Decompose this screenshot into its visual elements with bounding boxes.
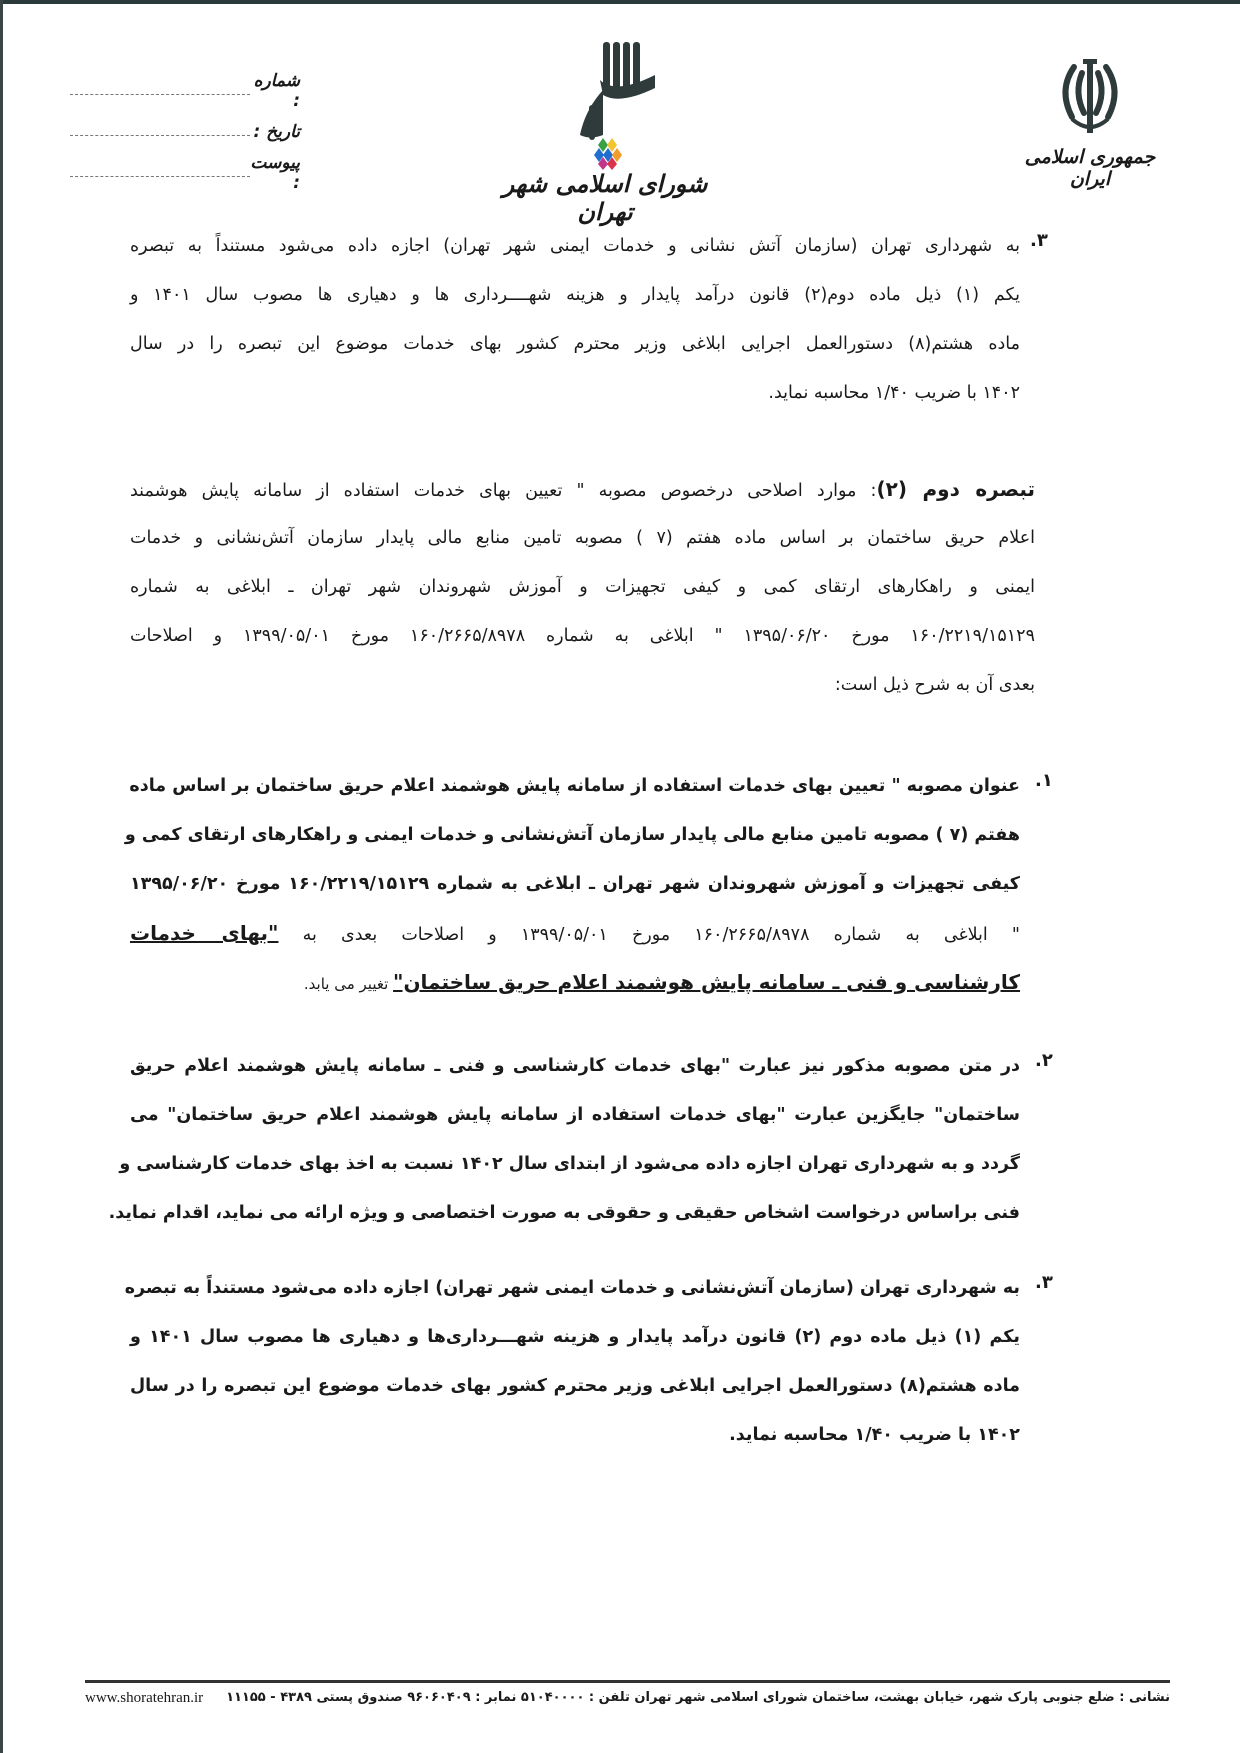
paragraph-line: بعدی آن به شرح ذیل است: <box>834 675 1035 695</box>
paragraph-line <box>130 958 1020 1007</box>
paragraph-line: یکم (۱) ذیل ماده دوم(۲) قانون درآمد پایدار و هزینه شهــــرداری ها و دهیاری ها مصوب سال ۱۴۰۱ و <box>130 285 1021 305</box>
item3-paragraph <box>124 1264 1020 1460</box>
item3-number: ۳. <box>1035 1272 1053 1293</box>
paragraph-line: در متن مصوبه مذکور نیز عبارت "بهای خدمات کارشناسی و فنی ـ سامانه پایش هوشمند اعلام حریق <box>130 1056 1020 1076</box>
tabsare-heading: تبصره دوم (۲) <box>876 477 1035 501</box>
footer <box>85 1690 1170 1707</box>
meta-number-row <box>70 70 300 111</box>
footer-divider <box>85 1680 1170 1683</box>
tabsare-paragraph <box>130 465 1035 710</box>
paragraph-line: ماده هشتم(۸) دستورالعمل اجرایی ابلاغی وزیر محترم کشور بهای خدمات موضوع این تبصره را در سال <box>130 334 1020 354</box>
meta-date-field <box>70 135 250 136</box>
item1-line5-text: تغییر می یابد. <box>303 975 394 993</box>
item1-new-title-end: کارشناسی و فنی ـ سامانه پایش هوشمند اعلام حریق ساختمان" <box>393 970 1020 994</box>
emblem-caption: جمهوری اسلامی ایران <box>1024 146 1156 190</box>
paragraph-line: اعلام حریق ساختمان بر اساس ماده هفتم (۷ ) مصوبه تامین منابع مالی پایدار سازمان آتش‌نشانی و خدمات <box>130 528 1035 548</box>
paragraph-line: گردد و به شهرداری تهران اجازه داده می‌شود از ابتدای سال ۱۴۰۲ نسبت به اخذ بهای خدمات کارشناسی و <box>119 1154 1020 1174</box>
paragraph-line: ۱۴۰۲ با ضریب ۱/۴۰ محاسبه نماید. <box>729 1425 1020 1445</box>
paragraph-line: یکم (۱) ذیل ماده دوم (۲) قانون درآمد پایدار و هزینه شهـــرداری‌ها و دهیاری ها مصوب سال ۱۴۰۱ و <box>130 1327 1020 1347</box>
meta-date-row <box>70 111 300 152</box>
meta-attachment-row <box>70 152 300 193</box>
council-logo <box>490 40 720 226</box>
paragraph-line: ایمنی و راهکارهای ارتقای کمی و کیفی تجهیزات و آموزش شهروندان شهر تهران ـ ابلاغی به شماره <box>130 577 1035 597</box>
paragraph-line: کیفی تجهیزات و آموزش شهروندان شهر تهران ـ ابلاغی به شماره ۱۶۰/۲۲۱۹/۱۵۱۲۹ مورخ ۱۳۹۵/۰۶/۲۰ <box>130 874 1020 894</box>
letter-meta <box>70 70 300 193</box>
item1-line4-text: " ابلاغی به شماره ۱۶۰/۲۶۶۵/۸۹۷۸ مورخ ۱۳۹۹/۰۵/۰۱ و اصلاحات بعدی به <box>278 925 1020 945</box>
footer-website[interactable]: www.shoratehran.ir <box>85 1690 204 1706</box>
paragraph-line: ماده هشتم(۸) دستورالعمل اجرایی ابلاغی وزیر محترم کشور بهای خدمات موضوع این تبصره را در سال <box>130 1376 1020 1396</box>
meta-number-label: شماره : <box>253 70 300 111</box>
paragraph-line: هفتم (۷ ) مصوبه تامین منابع مالی پایدار سازمان آتش‌نشانی و خدمات ایمنی و راهکارهای ارتقای کمی و <box>124 825 1020 845</box>
paragraph-line: فنی براساس درخواست اشخاص حقیقی و حقوقی به صورت اختصاصی و ویژه ارائه می نماید، اقدام نماید. <box>108 1203 1020 1223</box>
meta-attachment-field <box>70 176 250 177</box>
item2-paragraph <box>108 1042 1020 1238</box>
iran-emblem-icon <box>1050 55 1130 140</box>
paragraph-line: ۱۶۰/۲۲۱۹/۱۵۱۲۹ مورخ ۱۳۹۵/۰۶/۲۰ " ابلاغی به شماره ۱۶۰/۲۶۶۵/۸۹۷۸ مورخ ۱۳۹۹/۰۵/۰۱ و اصلاحات <box>130 626 1035 646</box>
item1-number: ۱. <box>1035 770 1053 791</box>
paragraph-line: ۱۴۰۲ با ضریب ۱/۴۰ محاسبه نماید. <box>768 383 1020 403</box>
section1-paragraph <box>130 222 1020 418</box>
footer-address: نشانی : ضلع جنوبی پارک شهر، خیابان بهشت، ساختمان شورای اسلامی شهر تهران تلفن : ۵۱۰۴۰۰۰۰ نمابر : ۹۶۰۶۰۴۰۹ صندوق پستی ۴۳۸۹ - ۱۱۱۵۵ <box>226 1690 1170 1705</box>
paragraph-line: عنوان مصوبه " تعیین بهای خدمات استفاده از سامانه پایش هوشمند اعلام حریق ساختمان بر اساس ماده <box>129 776 1020 796</box>
item2-number: ۲. <box>1035 1050 1053 1071</box>
iran-emblem <box>1020 55 1160 190</box>
council-name: شورای اسلامی شهر تهران <box>502 170 708 226</box>
scan-border-top <box>0 0 1240 4</box>
item1-paragraph <box>124 762 1020 1007</box>
meta-attachment-label: پیوست : <box>250 152 300 193</box>
tabsare-intro: : موارد اصلاحی درخصوص مصوبه " تعیین بهای خدمات استفاده از سامانه پایش هوشمند <box>130 481 877 501</box>
scan-border-left <box>0 0 3 1753</box>
meta-date-label: تاریخ : <box>253 121 300 142</box>
paragraph-line: به شهرداری تهران (سازمان آتش نشانی و خدمات ایمنی شهر تهران) اجازه داده می‌شود مستنداً به تبصره <box>130 236 1020 256</box>
meta-number-field <box>70 94 250 95</box>
council-emblem-icon <box>545 40 665 170</box>
section1-number: ۳. <box>1030 230 1048 251</box>
paragraph-line <box>130 909 1020 958</box>
paragraph-line <box>130 465 1035 514</box>
item1-new-title-start: "بهای خدمات <box>130 921 279 945</box>
paragraph-line: ساختمان" جایگزین عبارت "بهای خدمات استفاده از سامانه پایش هوشمند اعلام حریق ساختمان" می <box>130 1105 1020 1125</box>
paragraph-line: به شهرداری تهران (سازمان آتش‌نشانی و خدمات ایمنی شهر تهران) اجازه داده می‌شود مستنداً به تبصره <box>124 1278 1020 1298</box>
